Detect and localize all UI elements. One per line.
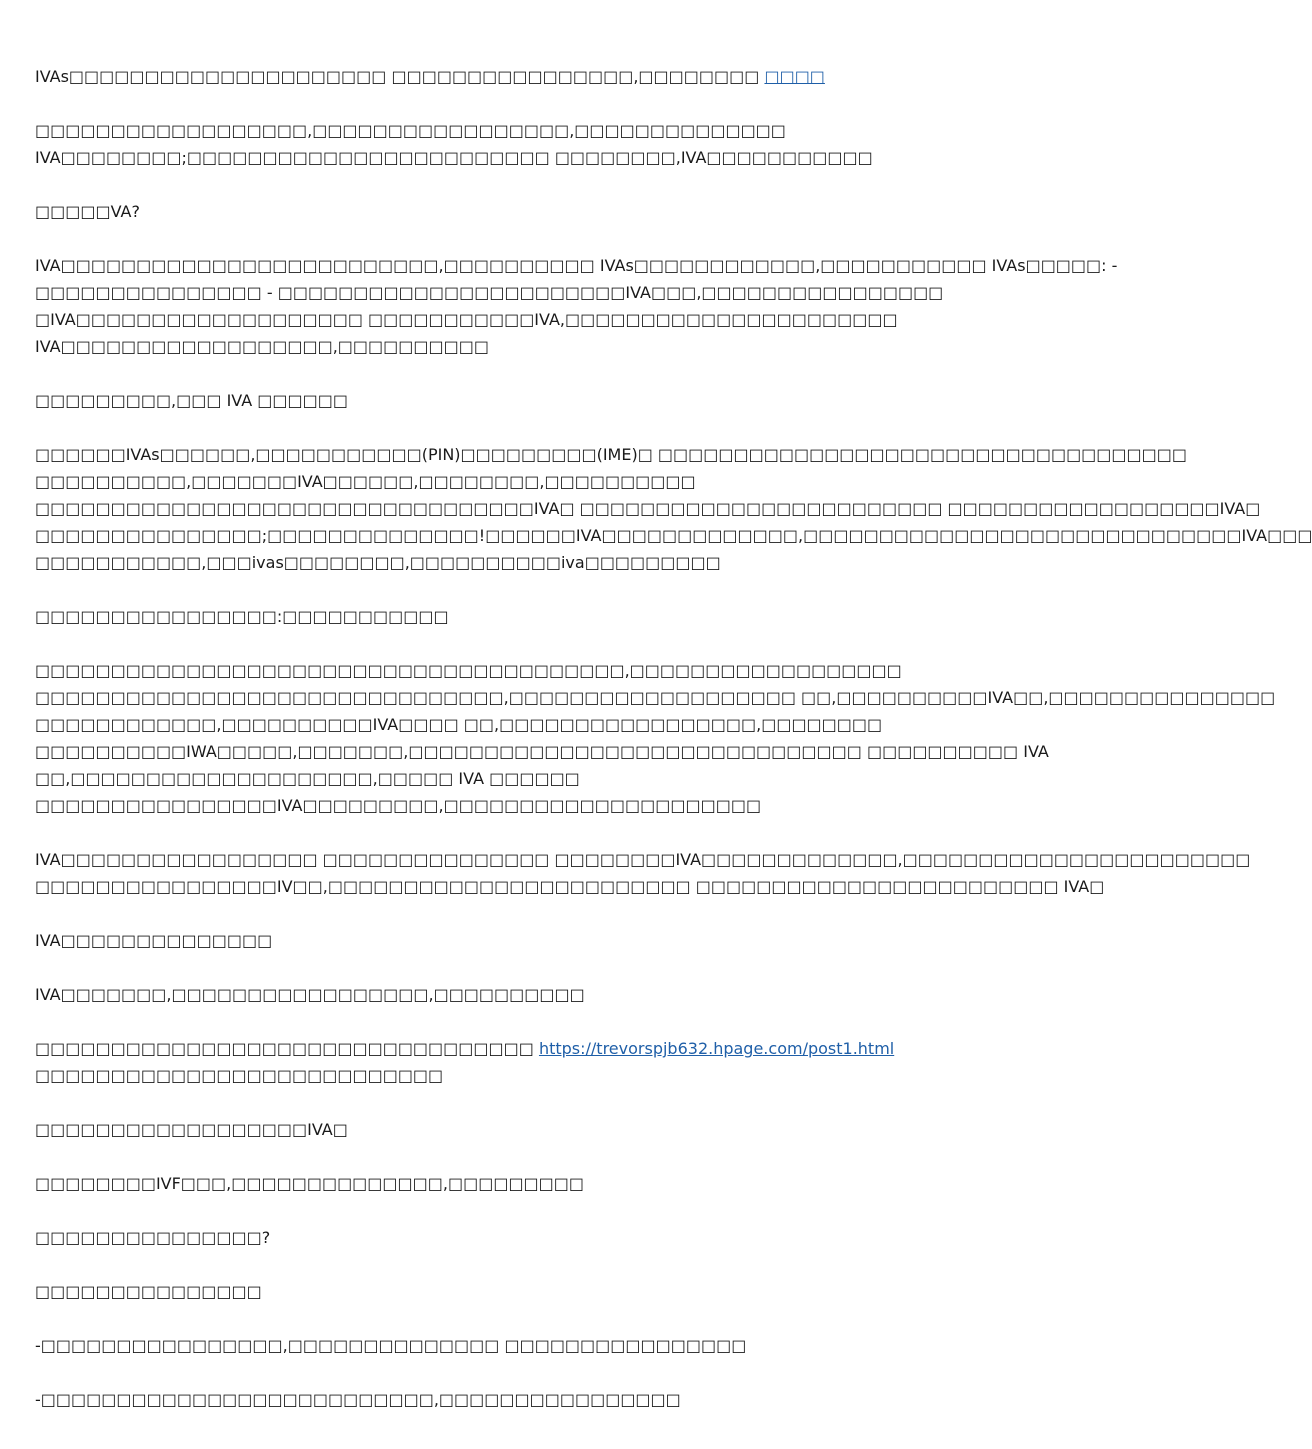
hyperlink[interactable]: □□□□ — [764, 67, 825, 86]
text-line — [35, 684, 1276, 711]
text-line — [35, 738, 1049, 765]
text-line — [35, 306, 975, 333]
line-text: □□□□□□□□□□□□□□□ — [35, 1282, 262, 1301]
paragraph — [35, 1386, 975, 1413]
paragraph — [35, 1035, 975, 1089]
paragraph — [35, 1116, 975, 1143]
text-line — [35, 765, 975, 792]
document-body — [35, 63, 1312, 1440]
paragraph — [35, 603, 975, 630]
text-line — [35, 873, 1105, 900]
line-text: □□□□□□□□□□□□□□□? — [35, 1228, 271, 1247]
paragraph — [35, 252, 1118, 360]
line-text: □□□□□□□□□□□□,□□□□□□□□□□IVA□□□□ □□,□□□□□□□□□□□□□□□□□,□□□□□□□□ — [35, 715, 883, 734]
line-text: □□□□□□□□IVF□□□,□□□□□□□□□□□□□□,□□□□□□□□□ — [35, 1174, 585, 1193]
line-text: □□□□□□□□□□□□□□□□□□□□□□□□□□□□□□□□□ — [35, 1039, 539, 1058]
text-line — [35, 1170, 975, 1197]
line-text: □□□□□□□□□□□□□□□□IV□□,□□□□□□□□□□□□□□□□□□□□□□□□ □□□□□□□□□□□□□□□□□□□□□□□□ IVA□ — [35, 877, 1105, 896]
text-line — [35, 846, 1251, 873]
text-line — [35, 522, 1312, 549]
line-text: IVA□□□□□□□□□□□□□□□□□□,□□□□□□□□□□ — [35, 337, 489, 356]
text-line — [35, 1278, 975, 1305]
line-text: □□□□□□□□□□□□□□□;□□□□□□□□□□□□□□!□□□□□□IVA□□□□□□□□□□□□□,□□□□□□□□□□□□□□□□□□□□□□□□□□□□□IVA□□□ — [35, 526, 1312, 545]
line-text: IVA□□□□□□□□□□□□□□ — [35, 931, 273, 950]
text-line — [35, 63, 975, 90]
paragraph — [35, 657, 1276, 819]
text-line — [35, 252, 1118, 279]
text-line — [35, 1062, 975, 1089]
text-line — [35, 1332, 975, 1359]
hyperlink[interactable]: https://trevorspjb632.hpage.com/post1.html — [538, 1039, 895, 1058]
text-line — [35, 387, 975, 414]
text-line — [35, 198, 975, 225]
text-line — [35, 603, 975, 630]
paragraph — [35, 846, 1251, 900]
line-text: □□□□□□□□□□,□□□□□□□IVA□□□□□□,□□□□□□□□,□□□□□□□□□□ — [35, 472, 696, 491]
line-text: IVA□□□□□□□□□□□□□□□□□□□□□□□□□,□□□□□□□□□□ IVAs□□□□□□□□□□□□,□□□□□□□□□□□ IVAs□□□□□: - — [35, 256, 1118, 275]
text-line — [35, 549, 975, 576]
line-text: □□□□□□□□□,□□□ IVA □□□□□□ — [35, 391, 348, 410]
line-text: IVAs□□□□□□□□□□□□□□□□□□□□□ □□□□□□□□□□□□□□□□,□□□□□□□□ — [35, 67, 765, 86]
line-text: □IVA□□□□□□□□□□□□□□□□□□□ □□□□□□□□□□□IVA,□□□□□□□□□□□□□□□□□□□□□□ — [35, 310, 898, 329]
line-text: IVA□□□□□□□□;□□□□□□□□□□□□□□□□□□□□□□□□ □□□□□□□□,IVA□□□□□□□□□□□ — [35, 148, 873, 167]
text-line — [35, 657, 975, 684]
text-line — [35, 117, 975, 144]
paragraph — [35, 117, 975, 171]
line-text: □□□□□□□□□□□□□□□□IVA□□□□□□□□□,□□□□□□□□□□□□□□□□□□□□□ — [35, 796, 762, 815]
text-line — [35, 1116, 975, 1143]
paragraph — [35, 927, 975, 954]
text-line — [35, 981, 975, 1008]
text-line — [35, 441, 1187, 468]
line-text: IVA□□□□□□□□□□□□□□□□□ □□□□□□□□□□□□□□□ □□□□□□□□IVA□□□□□□□□□□□□□,□□□□□□□□□□□□□□□□□□□□□□□ — [35, 850, 1251, 869]
text-line — [35, 144, 975, 171]
text-line — [35, 468, 975, 495]
paragraph — [35, 441, 1312, 576]
text-line — [35, 792, 975, 819]
line-text: IVA□□□□□□□,□□□□□□□□□□□□□□□□□,□□□□□□□□□□ — [35, 985, 585, 1004]
paragraph — [35, 1332, 975, 1359]
line-text: □□□□□□□□□□□,□□□ivas□□□□□□□□,□□□□□□□□□□iva□□□□□□□□□ — [35, 553, 721, 572]
paragraph — [35, 198, 975, 225]
line-text: □□□□□□□□□□□□□□□□□□IVA□ — [35, 1120, 348, 1139]
line-text: □□□□□□□□□□□□□□□□□□,□□□□□□□□□□□□□□□□□,□□□□□□□□□□□□□□ — [35, 121, 786, 140]
line-text: □□□□□□□□□□IWA□□□□□,□□□□□□□,□□□□□□□□□□□□□□□□□□□□□□□□□□□□□□ □□□□□□□□□□ IVA — [35, 742, 1049, 761]
text-line — [35, 927, 975, 954]
line-text: □□□□□□IVAs□□□□□□,□□□□□□□□□□□(PIN)□□□□□□□□□(IME)□ □□□□□□□□□□□□□□□□□□□□□□□□□□□□□□□□□□□ — [35, 445, 1187, 464]
line-text: □□□□□VA? — [35, 202, 140, 221]
text-line — [35, 333, 975, 360]
paragraph — [35, 387, 975, 414]
line-text: □□□□□□□□□□□□□□□ - □□□□□□□□□□□□□□□□□□□□□□□IVA□□□,□□□□□□□□□□□□□□□□ — [35, 283, 944, 302]
paragraph — [35, 1170, 975, 1197]
paragraph — [35, 981, 975, 1008]
text-line — [35, 1386, 975, 1413]
text-line — [35, 279, 975, 306]
text-line — [35, 1035, 975, 1062]
paragraph — [35, 1224, 975, 1251]
line-text: □□□□□□□□□□□□□□□□:□□□□□□□□□□□ — [35, 607, 449, 626]
text-line — [35, 495, 1261, 522]
paragraph — [35, 63, 975, 90]
text-line — [35, 1224, 975, 1251]
text-line — [35, 711, 975, 738]
paragraph — [35, 1278, 975, 1305]
line-text: □□□□□□□□□□□□□□□□□□□□□□□□□□□□□□□□□IVA□ □□□□□□□□□□□□□□□□□□□□□□□□ □□□□□□□□□□□□□□□□□□IVA□ — [35, 499, 1261, 518]
line-text: □□□□□□□□□□□□□□□□□□□□□□□□□□□□□□□□□□□□□□□,□□□□□□□□□□□□□□□□□□ — [35, 661, 902, 680]
line-text: □□□□□□□□□□□□□□□□□□□□□□□□□□□ — [35, 1066, 444, 1085]
line-text: -□□□□□□□□□□□□□□□□,□□□□□□□□□□□□□□ □□□□□□□□□□□□□□□□ — [35, 1336, 747, 1355]
line-text: □□,□□□□□□□□□□□□□□□□□□□□,□□□□□ IVA □□□□□□ — [35, 769, 580, 788]
line-text: -□□□□□□□□□□□□□□□□□□□□□□□□□□,□□□□□□□□□□□□□□□□ — [35, 1390, 681, 1409]
line-text: □□□□□□□□□□□□□□□□□□□□□□□□□□□□□□□,□□□□□□□□□□□□□□□□□□□ □□,□□□□□□□□□□IVA□□,□□□□□□□□□□□□□□□ — [35, 688, 1276, 707]
